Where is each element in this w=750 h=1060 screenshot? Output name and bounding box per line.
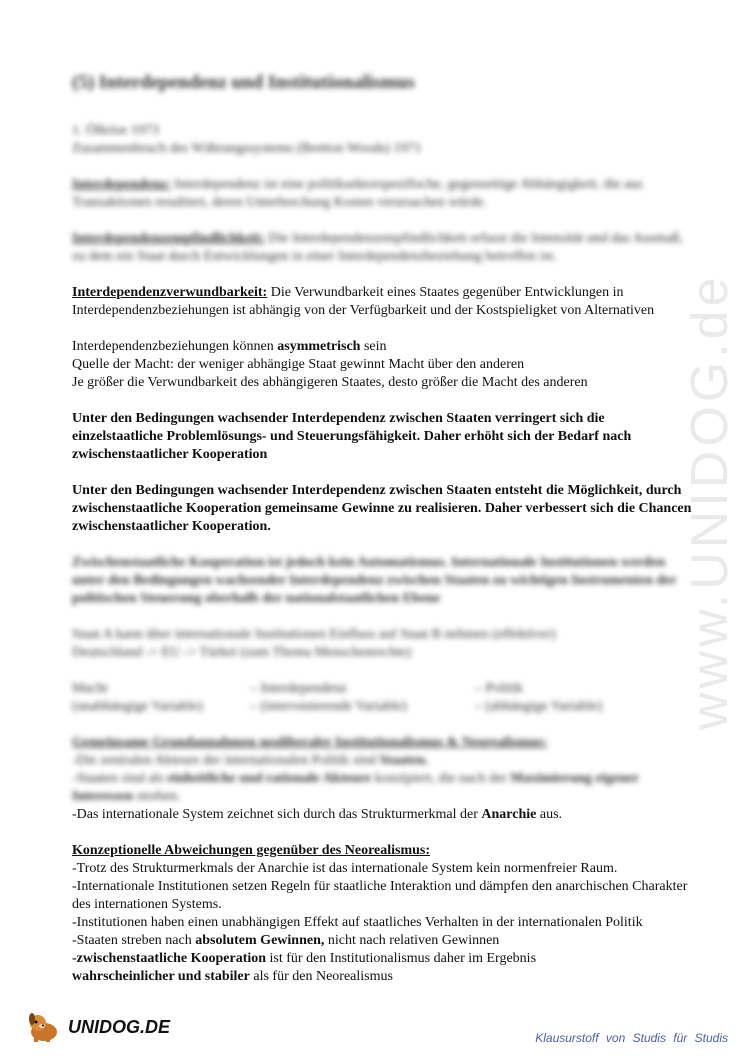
bold-paragraph-3: Zwischenstaatliche Kooperation ist jedoch kein Automatismus. Internationale Institutionen werden unter den Bedingungen wachsender Interdependenz zwischen Staaten zu wichtigen Instrumenten der politischen Steuerung oberhalb der nationalstaatlichen Ebene — [72, 555, 677, 606]
definition-verwundbarkeit — [72, 284, 692, 320]
example-line-2: Deutschland -> EU -> Türkei (zum Thema Menschenrechte) — [72, 645, 412, 660]
definition-term: Interdependenzempfindlichkeit: — [72, 231, 265, 246]
example-block — [72, 626, 692, 662]
intro-block — [72, 122, 692, 158]
brand-name: UNIDOG.DE — [68, 1016, 171, 1037]
differences-item-6: wahrscheinlicher und stabiler als für den Neorealismus — [72, 969, 393, 984]
differences-item-1: -Trotz des Strukturmerkmals der Anarchie ist das internationale System kein normenfreier Raum. — [72, 861, 618, 876]
asymmetry-block — [72, 338, 692, 392]
variables-table — [72, 680, 692, 716]
footer-tagline: Klausurstoff von Studis für Studis — [535, 1031, 728, 1045]
intro-line-2: Zusammenbruch des Währungssystems (Bretton Woods) 1971 — [72, 141, 422, 156]
common-assumptions — [72, 734, 692, 824]
differences-item-2: -Internationale Institutionen setzen Regeln für staatliche Interaktion und dämpfen den anarchischen Charakter des internationen Systems. — [72, 879, 688, 912]
differences-item-4: -Staaten streben nach absolutem Gewinnen, nicht nach relativen Gewinnen — [72, 933, 500, 948]
differences-item-3: -Institutionen haben einen unabhängigen Effekt auf staatliches Verhalten in der internationalen Politik — [72, 915, 643, 930]
unidog-logo[interactable] — [24, 1010, 170, 1044]
asymmetry-line-3: Je größer die Verwundbarkeit des abhängigeren Staates, desto größer die Macht des anderen — [72, 375, 588, 390]
definition-text: Die Interdependenzempfindlichkeit erfasst die Intensität und das Ausmaß, zu dem ein Staat durch Entwicklungen in einer Interdependenzbeziehung betroffen ist. — [72, 231, 683, 264]
bold-paragraph-1: Unter den Bedingungen wachsender Interdependenz zwischen Staaten verringert sich die einzelstaatliche Problemlösungs- und Steuerungsfähigkeit. Daher erhöht sich der Bedarf nach zwischenstaatlicher Kooperation — [72, 411, 632, 462]
dog-icon — [24, 1010, 64, 1044]
definition-term: Interdependenz: — [72, 177, 171, 192]
page-title: (5) Interdependenz und Institutionalismus — [72, 72, 415, 93]
common-line-2: -Staaten sind als einheitliche und rationale Akteure konzipiert, die nach der Maximierung eigener Interessen streben. — [72, 771, 639, 804]
definition-text: Interdependenz ist eine politiksektorspezifische, gegenseitige Abhängigkeit, die aus Transaktionen resultiert, deren Unterbrechung Kosten verursachen würde. — [72, 177, 643, 210]
common-line-1: -Die zentralen Akteure der internationalen Politik sind Staaten. — [72, 753, 429, 768]
asymmetry-line-2: Quelle der Macht: der weniger abhängige Staat gewinnt Macht über den anderen — [72, 357, 525, 372]
watermark-text: www.UNIDOG.de — [681, 273, 739, 730]
example-line-1: Staat A kann über internationale Institutionen Einfluss auf Staat B nehmen (effektiver) — [72, 627, 556, 642]
definition-term: Interdependenzverwundbarkeit: — [72, 285, 268, 300]
definition-interdependenz — [72, 176, 692, 212]
common-line-3: -Das internationale System zeichnet sich durch das Strukturmerkmal der Anarchie aus. — [72, 807, 563, 822]
bold-paragraph-2: Unter den Bedingungen wachsender Interdependenz zwischen Staaten entsteht die Möglichkeit, durch zwischenstaatliche Kooperation gemeinsame Gewinne zu realisieren. Daher verbessert sich die Chancen zwischenstaatlicher Kooperation. — [72, 483, 692, 534]
asymmetry-line-1: Interdependenzbeziehungen können asymmetrisch sein — [72, 339, 387, 354]
common-heading: Gemeinsame Grundannahmen neoliberaler Institutionalismus & Neorealismus: — [72, 735, 548, 750]
conceptual-differences — [72, 842, 692, 986]
intro-line-1: 1. Ölkrise 1973 — [72, 123, 159, 138]
definition-text: Die Verwundbarkeit eines Staates gegenüber Entwicklungen in Interdependenzbeziehungen ist abhängig von der Verfügbarkeit und der Kostspieligket von Alternativen — [72, 285, 655, 318]
variables-row: (unabhängige Variable) – (intervenierende Variable) – (abhängige Variable) — [72, 699, 603, 714]
differences-item-5: -zwischenstaatliche Kooperation ist für den Institutionalismus daher im Ergebnis — [72, 951, 537, 966]
definition-empfindlichkeit — [72, 230, 692, 266]
document-body — [72, 70, 692, 1004]
variables-row: Macht – Interdependenz – Politik — [72, 681, 523, 696]
differences-heading: Konzeptionelle Abweichungen gegenüber des Neorealismus: — [72, 843, 431, 858]
